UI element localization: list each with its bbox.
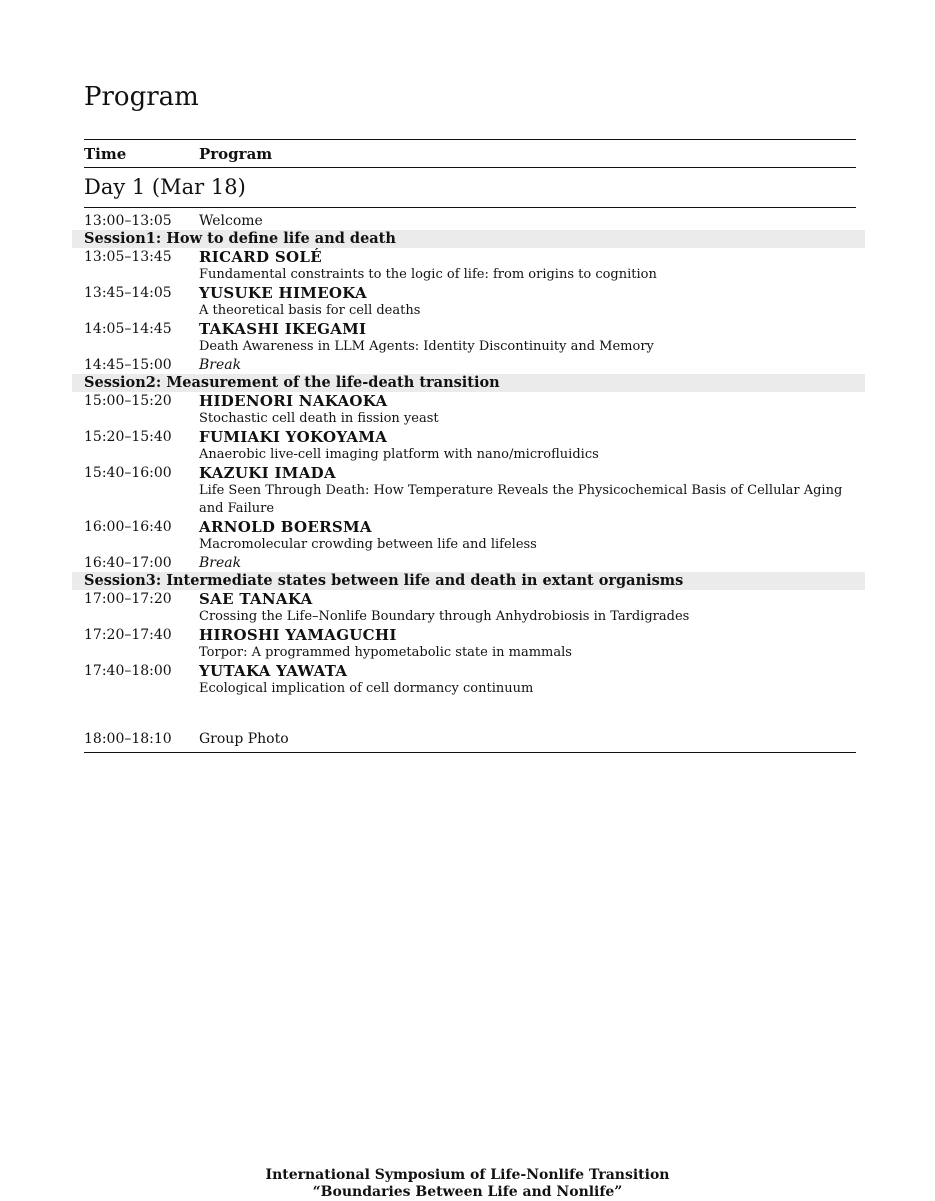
row-time: 15:40–16:00 — [84, 465, 172, 481]
row-time: 15:20–15:40 — [84, 429, 172, 445]
table-row — [84, 320, 856, 356]
row-label: Welcome — [199, 213, 263, 229]
talk-title: Fundamental constraints to the logic of life: from origins to cognition — [199, 267, 657, 282]
row-time: 18:00–18:10 — [84, 731, 172, 747]
talk-cell — [199, 626, 856, 662]
table-bottom-rule — [84, 752, 856, 753]
talk-title: A theoretical basis for cell deaths — [199, 303, 421, 318]
speaker-name: YUSUKE HIMEOKA — [199, 284, 367, 302]
row-time: 13:00–13:05 — [84, 213, 172, 229]
talk-cell — [199, 662, 856, 698]
spacer — [84, 698, 856, 730]
speaker-name: SAE TANAKA — [199, 590, 313, 608]
speaker-name: FUMIAKI YOKOYAMA — [199, 428, 388, 446]
talk-cell — [199, 392, 856, 428]
break-label: Break — [199, 555, 242, 571]
footer-symposium-name: International Symposium of Life-Nonlife Transition — [265, 1167, 670, 1183]
closing-row — [84, 730, 856, 752]
speaker-name: RICARD SOLÉ — [199, 248, 322, 266]
talk-cell — [199, 428, 856, 464]
program-rows — [84, 208, 856, 752]
row-time: 16:00–16:40 — [84, 519, 172, 535]
header-program: Program — [199, 144, 273, 163]
talk-cell — [199, 464, 856, 518]
talk-title: Crossing the Life–Nonlife Boundary through Anhydrobiosis in Tardigrades — [199, 609, 690, 624]
table-row — [84, 626, 856, 662]
table-row — [84, 392, 856, 428]
table-row — [84, 284, 856, 320]
break-label: Break — [199, 357, 242, 373]
talk-cell — [199, 590, 856, 626]
page-title: Program — [84, 82, 199, 112]
row-time: 17:20–17:40 — [84, 627, 172, 643]
row-time: 14:45–15:00 — [84, 357, 172, 373]
talk-cell — [199, 248, 856, 284]
welcome-row — [84, 212, 856, 230]
footer-subtitle: “Boundaries Between Life and Nonlife” — [312, 1184, 623, 1200]
speaker-name: YUTAKA YAWATA — [199, 662, 348, 680]
break-row — [84, 356, 856, 374]
session-header-3: Session3: Intermediate states between life and death in extant organisms — [72, 572, 865, 590]
header-time: Time — [84, 144, 127, 163]
talk-title: Anaerobic live-cell imaging platform with nano/microfluidics — [199, 447, 599, 462]
talk-title: Macromolecular crowding between life and lifeless — [199, 537, 537, 552]
session-header-1: Session1: How to define life and death — [72, 230, 865, 248]
table-row — [84, 248, 856, 284]
program-table — [84, 139, 856, 753]
talk-cell — [199, 284, 856, 320]
talk-title: Stochastic cell death in fission yeast — [199, 411, 439, 426]
day-heading: Day 1 (Mar 18) — [84, 175, 246, 199]
row-time: 14:05–14:45 — [84, 321, 172, 337]
page-footer — [0, 1167, 935, 1201]
speaker-name: HIDENORI NAKAOKA — [199, 392, 388, 410]
talk-cell — [199, 320, 856, 356]
talk-cell — [199, 518, 856, 554]
table-row — [84, 464, 856, 518]
talk-title: Torpor: A programmed hypometabolic state in mammals — [199, 645, 572, 660]
row-time: 16:40–17:00 — [84, 555, 172, 571]
row-time: 13:45–14:05 — [84, 285, 172, 301]
table-row — [84, 518, 856, 554]
row-time: 13:05–13:45 — [84, 249, 172, 265]
speaker-name: HIROSHI YAMAGUCHI — [199, 626, 397, 644]
table-row — [84, 428, 856, 464]
table-row — [84, 590, 856, 626]
talk-title: Ecological implication of cell dormancy continuum — [199, 681, 534, 696]
break-row — [84, 554, 856, 572]
speaker-name: KAZUKI IMADA — [199, 464, 336, 482]
row-time: 17:40–18:00 — [84, 663, 172, 679]
row-label: Group Photo — [199, 731, 289, 747]
talk-title: Death Awareness in LLM Agents: Identity Discontinuity and Memory — [199, 339, 654, 354]
table-row — [84, 662, 856, 698]
session-header-2: Session2: Measurement of the life-death transition — [72, 374, 865, 392]
talk-title: Life Seen Through Death: How Temperature Reveals the Physicochemical Basis of Cellular Aging and Failure — [199, 483, 843, 516]
table-header — [84, 140, 856, 167]
speaker-name: TAKASHI IKEGAMI — [199, 320, 367, 338]
row-time: 15:00–15:20 — [84, 393, 172, 409]
row-time: 17:00–17:20 — [84, 591, 172, 607]
speaker-name: ARNOLD BOERSMA — [199, 518, 372, 536]
